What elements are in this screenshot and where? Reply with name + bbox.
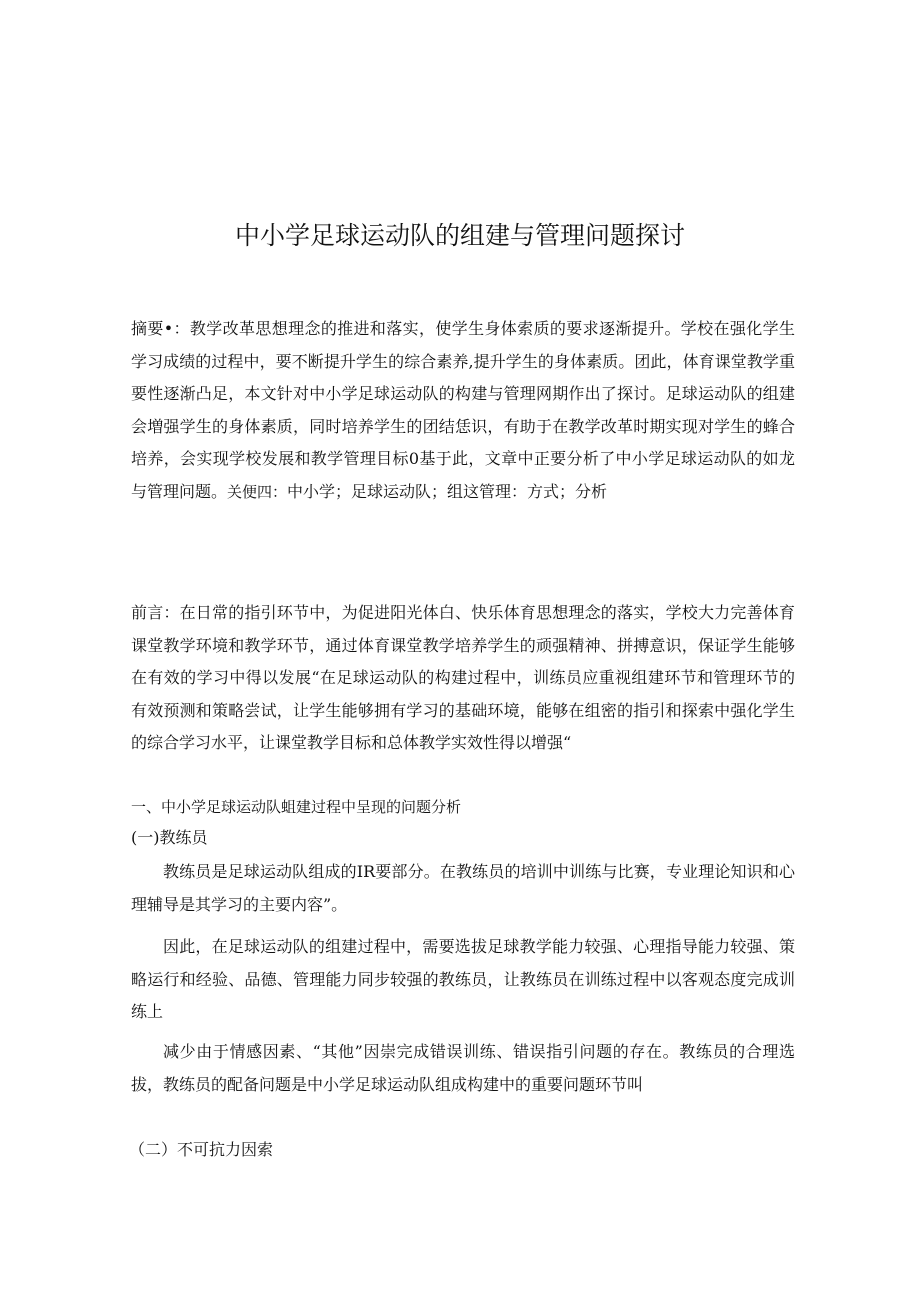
coach-paragraph-1: 教练员是足球运动队组成的IR要部分。在教练员的培训中训练与比赛，专业理论知识和心理辅导是其学习的主要内容”。: [131, 862, 795, 914]
abstract-label: 摘要•：: [131, 319, 190, 338]
subsection-heading-force-majeure: （二）不可抗力因索: [129, 1140, 274, 1159]
abstract-paragraph: [131, 313, 795, 508]
intro-paragraph: 前言：在日常的指引环节中，为促进阳光体白、快乐体育思想理念的落实，学校大力完善体育课堂教学环境和教学环节，通过体育课堂教学培养学生的顽强精神、拼搏意识，保证学生能够在有效的学习中得以发展“在足球运动队的构建过程中，训练员应重视组建环节和管理环节的有效预测和策略尝试，让学生能够拥有学习的基础环境，能够在组密的指引和探索中强化学生的综合学习水平，让课堂教学目标和总体教学实效性得以增强“: [131, 603, 795, 752]
keywords-label: 关便四：: [227, 482, 288, 501]
abstract-body: 教学改革思想理念的推进和落实，使学生身体索质的要求逐渐提升。学校在强化学生学习成绩的过程中，要不断提升学生的综合素养,提升学生的身体素质。团此，体育课堂教学重要性逐渐凸足，本文针对中小学足球运动队的构建与管理网期作出了探讨。足球运动队的组建会増强学生的身体素质，同时培养学生的团结恁识，有助于在教学改革时期实现对学生的蜂合培养，会实现学校发展和教学管理目标0基于此，文章中正要分析了中小学足球运动队的如龙与管理问题。: [131, 319, 795, 501]
section-heading: [131, 795, 461, 819]
subsection-heading-coach: (一)教练员: [131, 828, 208, 847]
keywords-text: 中小学；足球运动队；组这管理：方式；分析: [287, 481, 608, 501]
coach-paragraph-2: 因此，在足球运动队的组建过程中，需要选拔足球教学能力较强、心理指导能力较强、策略运行和经验、品德、管理能力同步较强的教练员，让教练员在训练过程中以客观态度完成训练上: [131, 937, 795, 1021]
section-heading-rest: 学足球运动队蛆建过程中呈现的问题分析: [191, 798, 462, 816]
section-heading-prefix: 一、中小: [131, 798, 192, 816]
document-title: 中小学足球运动队的组建与管理问题探讨: [234, 221, 685, 250]
coach-paragraph-3: 减少由于情感因素、“其他”因崇完成错误训练、错误指引问题的存在。教练员的合理选拔，教练员的配备问题是中小学足球运动队组成构建中的重要问题环节叫: [131, 1042, 795, 1094]
